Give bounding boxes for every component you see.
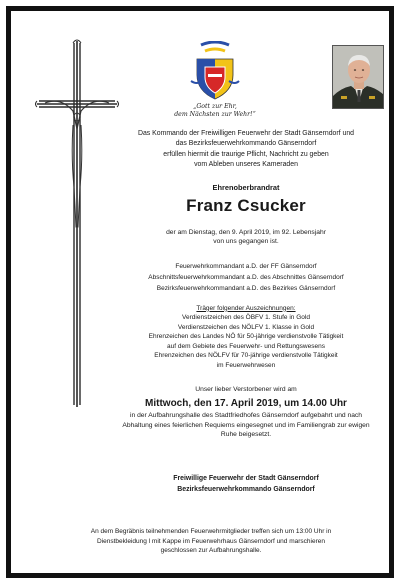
honor-item: Ehrenzeichen des Landes NÖ für 50-jährige verdienstvolle Tätigkeit bbox=[148, 333, 344, 341]
death-notice bbox=[111, 228, 381, 247]
motto-line: „Gott zur Ehr, bbox=[193, 103, 237, 110]
fire-brigade-emblem-icon bbox=[187, 41, 243, 103]
honor-item: Ehrenzeichen des NÖLFV für 70-jährige verdienstvolle Tätigkeit bbox=[154, 352, 338, 360]
funeral-details bbox=[111, 411, 381, 440]
notice-line: geschlossen zur Aufbahrungshalle. bbox=[160, 547, 262, 555]
honors-heading: Träger folgender Auszeichnungen: bbox=[196, 304, 296, 312]
funeral-line: Ruhe beigesetzt. bbox=[220, 431, 272, 439]
deceased-name: Franz Csucker bbox=[186, 195, 306, 215]
death-line: der am Dienstag, den 9. April 2019, im 92. Lebensjahr bbox=[166, 228, 326, 236]
funeral-line: Abhaltung eines feierlichen Requiems eingesegnet und im Familiengrab zur ewigen bbox=[122, 421, 370, 429]
notice-line: An dem Begräbnis teilnehmenden Feuerwehrmitglieder treffen sich um 13:00 Uhr in bbox=[90, 528, 332, 535]
honor-item: Verdienstzeichen des ÖBFV 1. Stufe in Gold bbox=[182, 314, 310, 322]
intro-line: erfüllen hiermit die traurige Pflicht, Nachricht zu geben bbox=[163, 150, 329, 158]
rank-title: Ehrenoberbrandrat bbox=[212, 182, 280, 192]
funeral-date: Mittwoch, den 17. April 2019, um 14.00 Uhr bbox=[145, 398, 347, 410]
intro-line: vom Ableben unseres Kameraden bbox=[194, 161, 298, 169]
death-line: von uns gegangen ist. bbox=[213, 238, 279, 246]
document-frame bbox=[6, 6, 394, 578]
signoff-line: Freiwillige Feuerwehr der Stadt Gänserndorf bbox=[173, 474, 319, 482]
assembly-notice bbox=[31, 527, 391, 556]
funeral-announce: Unser lieber Verstorbener wird am bbox=[195, 386, 297, 394]
honor-item: auf dem Gebiete des Feuerwehr- und Rettungswesens bbox=[167, 342, 325, 350]
position-line: Bezirksfeuerwehrkommandant a.D. des Bezirkes Gänserndorf bbox=[156, 284, 336, 292]
obituary-body bbox=[111, 129, 381, 495]
signoff bbox=[111, 474, 381, 495]
motto-line: dem Nächsten zur Wehr!“ bbox=[174, 110, 256, 118]
portrait-photo bbox=[332, 45, 384, 109]
signoff-line: Bezirksfeuerwehrkommando Gänserndorf bbox=[177, 485, 315, 493]
honors-section bbox=[111, 304, 381, 371]
funeral-line: in der Aufbahrungshalle des Stadtfriedhofes Gänserndorf aufgebahrt und nach bbox=[130, 412, 362, 420]
honor-item: im Feuerwehrwesen bbox=[216, 361, 276, 369]
notice-line: Dienstbekleidung l mit Kappe im Feuerwehrhaus Gänserndorf und marschieren bbox=[97, 537, 325, 545]
cross-icon bbox=[35, 37, 119, 409]
intro-text bbox=[111, 129, 381, 171]
position-line: Feuerwehrkommandant a.D. der FF Gänserndorf bbox=[175, 262, 317, 270]
motto bbox=[157, 103, 273, 118]
honor-item: Verdienstzeichen des NÖLFV 1. Klasse in Gold bbox=[177, 323, 315, 331]
former-positions bbox=[111, 261, 381, 294]
position-line: Abschnittsfeuerwehrkommandant a.D. des Abschnittes Gänserndorf bbox=[148, 273, 344, 281]
intro-line: das Bezirksfeuerwehrkommando Gänserndorf bbox=[175, 140, 317, 148]
intro-line: Das Kommando der Freiwilligen Feuerwehr der Stadt Gänserndorf und bbox=[137, 130, 354, 137]
